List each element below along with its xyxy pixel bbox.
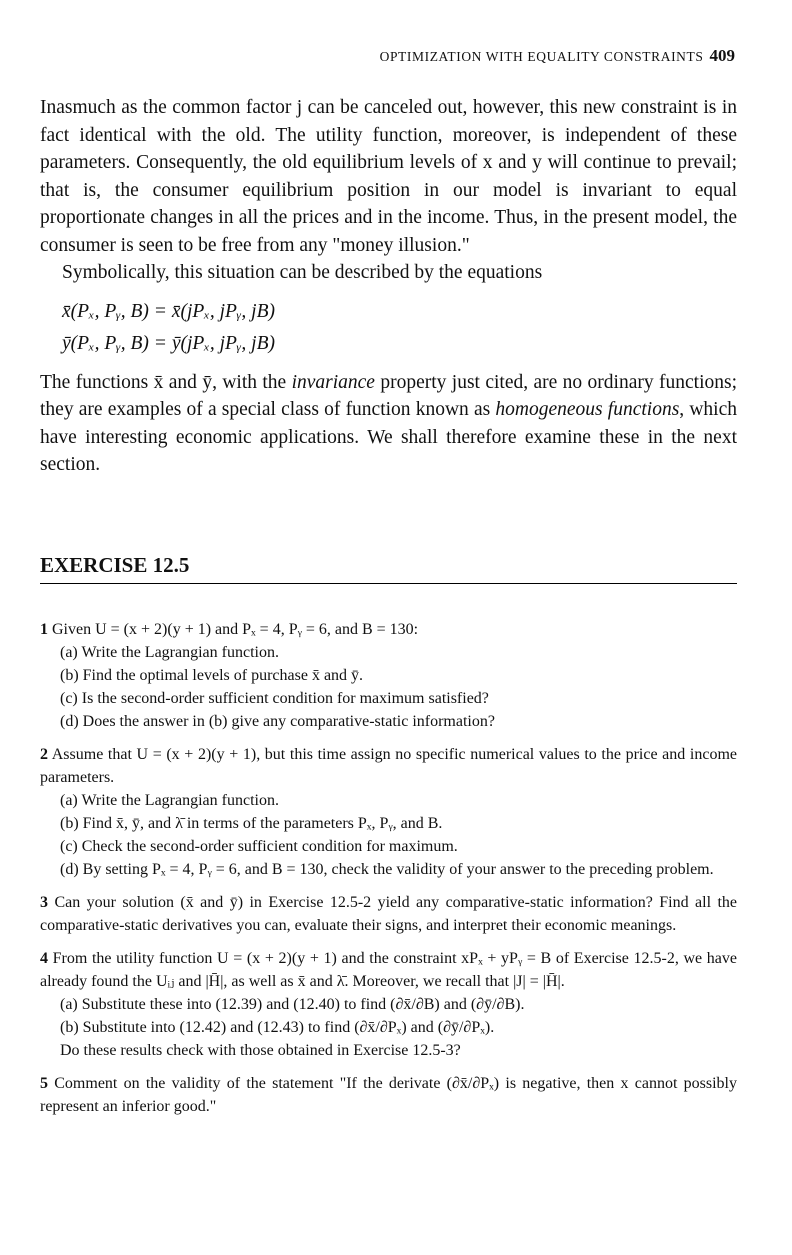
exercise-number: 2 (40, 746, 48, 763)
exercise-number: 4 (40, 950, 48, 967)
section-rule (40, 583, 737, 584)
exercise-number: 3 (40, 894, 48, 911)
exercise-part: (d) Does the answer in (b) give any comparative-static information? (60, 713, 495, 730)
equations-block (40, 301, 737, 355)
exercise-text: Comment on the validity of the statement "If the derivate (∂x̄/∂Pₓ) is negative, then x cannot possibly represent an inferior good." (40, 1075, 738, 1115)
term-invariance: invariance (291, 371, 375, 393)
exercise-text: From the utility function U = (x + 2)(y + 1) and the constraint xPₓ + yPᵧ = B of Exercise 12.5-2, we have already found the Uᵢⱼ and |H̄|, as well as x̄ and λ̄. Moreover, we recall that |J| = |H̄|. (40, 950, 738, 990)
term-homogeneous-functions: homogeneous functions (495, 399, 680, 420)
exercise-title: EXERCISE 12.5 (40, 553, 190, 577)
exercise-part: (d) By setting Pₓ = 4, Pᵧ = 6, and B = 130, check the validity of your answer to the preceding problem. (60, 861, 714, 878)
equation-x: x̄(Pₓ, Pᵧ, B) = x̄(jPₓ, jPᵧ, jB) (62, 300, 275, 322)
exercise-text: Can your solution (x̄ and ȳ) in Exercise 12.5-2 yield any comparative-static information? Find all the comparative-static derivatives you can, evaluate their signs, and interpret their economic meanings. (40, 894, 737, 934)
equation-y: ȳ(Pₓ, Pᵧ, B) = ȳ(jPₓ, jPᵧ, jB) (62, 332, 275, 354)
exercise-item (40, 618, 737, 733)
exercise-list (40, 618, 737, 1128)
exercise-item (40, 743, 737, 881)
para3-text-b: property just cited, are no ordinary functions; they are examples of a special class of function known as (40, 371, 737, 420)
exercise-text: Given U = (x + 2)(y + 1) and Pₓ = 4, Pᵧ = 6, and B = 130: (52, 621, 419, 638)
exercise-part: (c) Check the second-order sufficient condition for maximum. (60, 838, 458, 855)
para3-text-a: The functions x̄ and ȳ, with the (40, 371, 292, 393)
running-header (380, 46, 735, 66)
exercise-text: Assume that U = (x + 2)(y + 1), but this time assign no specific numerical values to the price and income parameters. (40, 746, 737, 786)
exercise-part: (c) Is the second-order sufficient condition for maximum satisfied? (60, 690, 489, 707)
exercise-part: Do these results check with those obtained in Exercise 12.5-3? (60, 1042, 461, 1059)
exercise-number: 1 (40, 621, 48, 638)
exercise-part: (b) Find the optimal levels of purchase x̄ and ȳ. (60, 667, 364, 684)
paragraph-money-illusion: Inasmuch as the common factor j can be canceled out, however, this new constraint is in fact identical with the old. The utility function, moreover, is independent of these parameters. Consequently, the old equilibrium levels of x and y will continue to prevail; that is, the consumer equilibrium position in our model is invariant to equal proportionate changes in all the prices and in the income. Thus, in the present model, the consumer is seen to be free from any "money illusion." (40, 97, 737, 256)
running-title: OPTIMIZATION WITH EQUALITY CONSTRAINTS (379, 49, 704, 64)
page-number: 409 (709, 46, 735, 65)
paragraph-homogeneous (40, 369, 737, 479)
exercise-item (40, 891, 737, 937)
exercise-part: (a) Write the Lagrangian function. (60, 792, 279, 809)
exercise-part: (a) Substitute these into (12.39) and (12.40) to find (∂x̄/∂B) and (∂ȳ/∂B). (60, 996, 525, 1013)
exercise-item (40, 947, 737, 1062)
exercise-part: (a) Write the Lagrangian function. (60, 644, 279, 661)
exercise-part: (b) Substitute into (12.42) and (12.43) to find (∂x̄/∂Pₓ) and (∂ȳ/∂Pₓ). (60, 1019, 495, 1036)
exercise-number: 5 (40, 1075, 48, 1092)
exercise-item (40, 1072, 737, 1118)
exercise-part: (b) Find x̄, ȳ, and λ̄ in terms of the parameters Pₓ, Pᵧ, and B. (60, 815, 443, 832)
paragraph-symbolically: Symbolically, this situation can be described by the equations (62, 262, 543, 283)
main-text (40, 94, 737, 479)
para3-text-c: , which have interesting economic applications. We shall therefore examine these in the next section. (40, 399, 737, 475)
